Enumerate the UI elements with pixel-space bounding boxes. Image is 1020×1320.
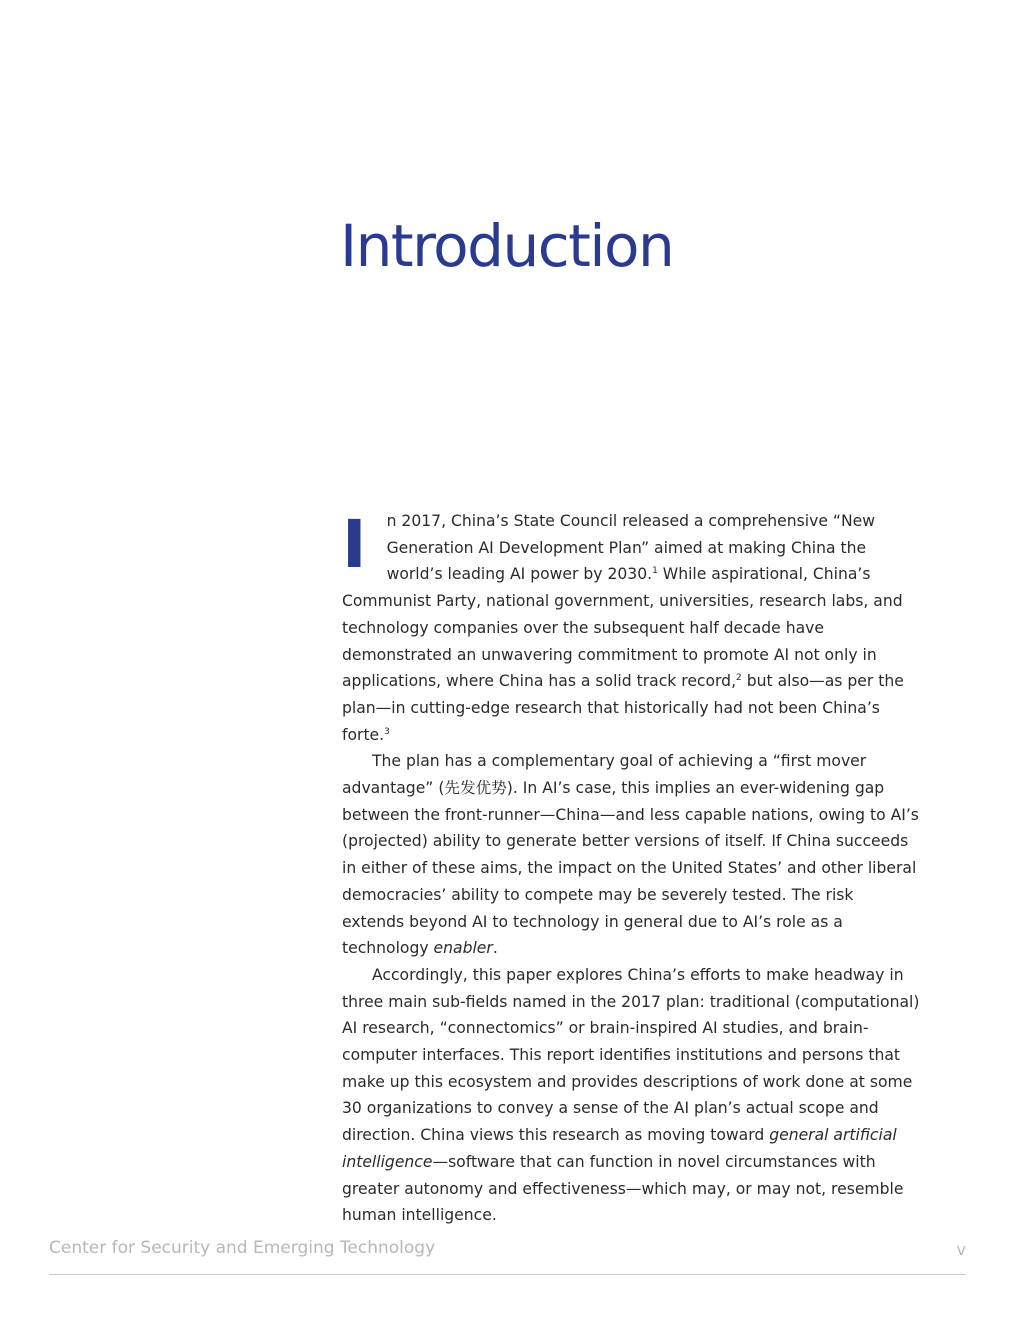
paragraph-1-text-c: but also—as per the plan—in cutting-edge research that historically had not been China’s forte. — [342, 672, 904, 744]
paragraph-2-emphasis: enabler — [433, 939, 493, 958]
page-title: Introduction — [340, 212, 674, 280]
footnote-ref-3[interactable]: 3 — [384, 726, 390, 737]
drop-cap: I — [342, 506, 367, 583]
paragraph-1 — [342, 508, 920, 748]
paragraph-3 — [342, 962, 920, 1229]
paragraph-2-text-a: The plan has a complementary goal of achieving a “first mover advantage” (先发优势). In AI’s case, this implies an ever-widening gap between the front-runner—China—and less capable nations, owing to AI’s (projected) ability to generate better versions of itself. If China succeeds in either of these aims, the impact on the United States’ and other liberal democracies’ ability to compete may be severely tested. The risk extends beyond AI to technology in general due to AI’s role as a technology — [342, 752, 919, 958]
footnote-ref-2[interactable]: 2 — [736, 673, 742, 684]
footnote-ref-1[interactable]: 1 — [652, 566, 658, 577]
paragraph-1-text-a: n 2017, China’s State Council released a comprehensive “New Generation AI Development Plan” aimed at making China the world’s leading AI power by 2030. — [386, 512, 875, 584]
footer-divider — [49, 1274, 966, 1275]
footer-organization: Center for Security and Emerging Technology — [49, 1238, 436, 1258]
paragraph-2-text-b: . — [492, 939, 498, 958]
body-text — [342, 508, 920, 1229]
paragraph-3-text-a: Accordingly, this paper explores China’s efforts to make headway in three main sub-fields named in the 2017 plan: traditional (computational) AI research, “connectomics” or brain-inspired AI studies, and brain-computer interfaces. This report identifies institutions and persons that make up this ecosystem and provides descriptions of work done at some 30 organizations to convey a sense of the AI plan’s actual scope and direction. China views this research as moving toward — [342, 965, 920, 1145]
footer-page-number: v — [956, 1240, 966, 1259]
paragraph-3-text-b: —software that can function in novel circumstances with greater autonomy and effectiveness—which may, or may not, resemble human intelligence. — [342, 1152, 904, 1225]
paragraph-2 — [342, 748, 920, 962]
paragraph-3-emphasis: general artificial intelligence — [342, 1126, 897, 1171]
paragraph-1-text-b: While aspirational, China’s Communist Party, national government, universities, research labs, and technology companies over the subsequent half decade have demonstrated an unwavering commitment to promote AI not only in applications, where China has a solid track record, — [342, 565, 903, 691]
